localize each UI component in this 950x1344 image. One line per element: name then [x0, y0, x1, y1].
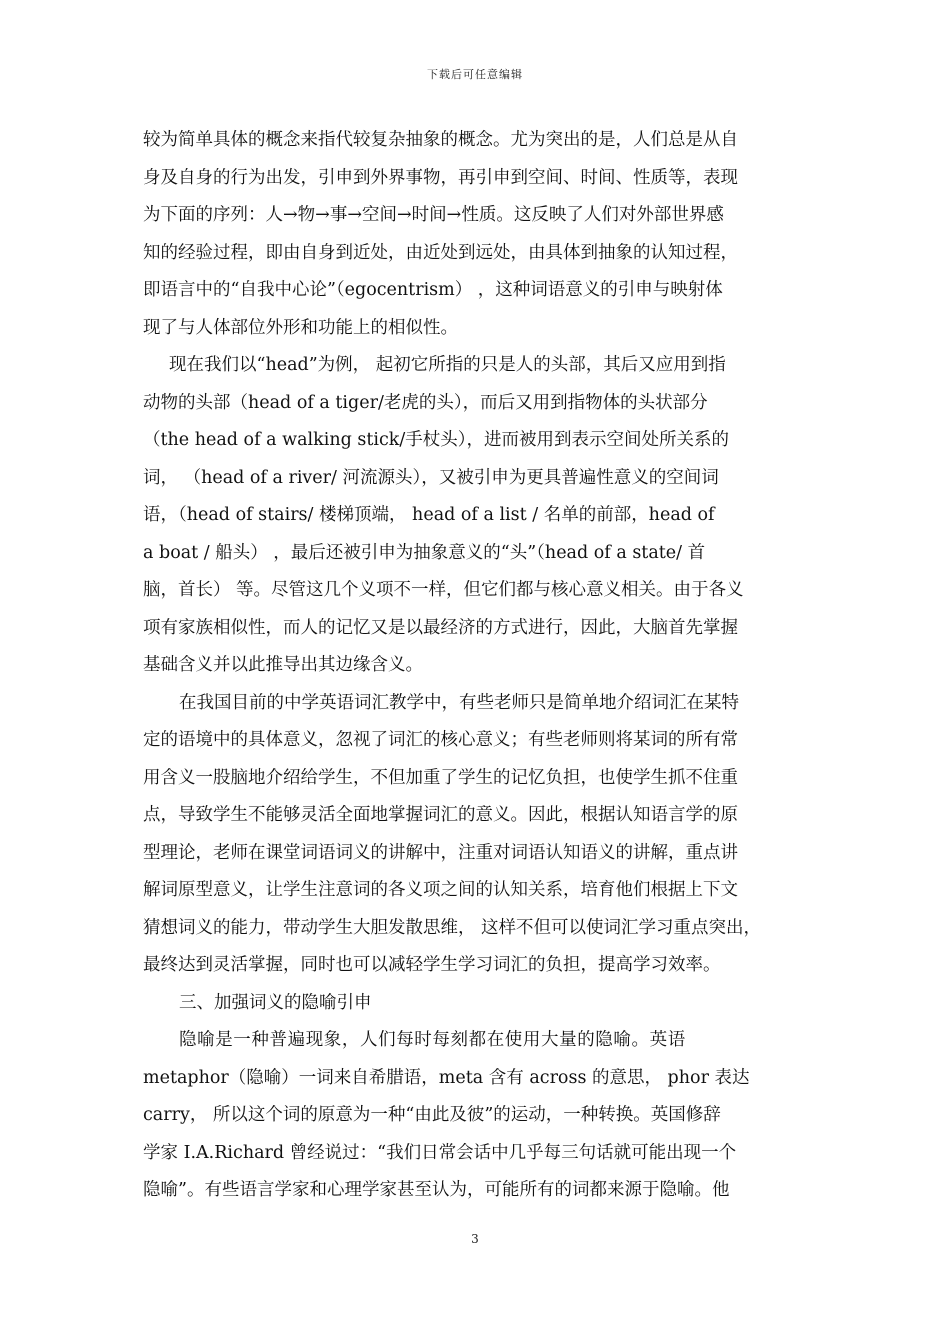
text-line: 项有家族相似性，而人的记忆又是以最经济的方式进行，因此，大脑首先掌握	[143, 617, 738, 638]
text-line: 动物的头部（head of a tiger/老虎的头），而后又用到指物体的头状部分	[143, 392, 708, 413]
text-line: carry， 所以这个词的原意为一种“由此及彼”的运动，一种转换。英国修辞	[143, 1105, 721, 1125]
text-line: metaphor（隐喻）一词来自希腊语，meta 含有 across 的意思， phor 表达	[143, 1067, 750, 1088]
page-header: 下载后可任意编辑	[427, 68, 523, 81]
text-line: 猜想词义的能力，带动学生大胆发散思维， 这样不但可以使词汇学习重点突出，	[143, 917, 762, 938]
paragraph-start-line: 现在我们以“head”为例， 起初它所指的只是人的头部，其后又应用到指	[169, 355, 726, 375]
text-line: 点，导致学生不能够灵活全面地掌握词汇的意义。因此，根据认知语言学的原	[143, 805, 738, 825]
text-line: 词， （head of a river/ 河流源头），又被引申为更具普遍性意义的空间词	[143, 467, 719, 488]
text-line: 解词原型意义，让学生注意词的各义项之间的认知关系，培育他们根据上下文	[143, 880, 738, 900]
text-line: 语，（head of stairs/ 楼梯顶端， head of a list / 名单的前部，head of	[143, 505, 715, 525]
text-line: 定的语境中的具体意义，忽视了词汇的核心意义；有些老师则将某词的所有常	[143, 730, 738, 750]
paragraph-start-line: 隐喻是一种普遍现象，人们每时每刻都在使用大量的隐喻。英语	[179, 1030, 686, 1050]
text-line: 为下面的序列：人→物→事→空间→时间→性质。这反映了人们对外部世界感	[143, 205, 724, 225]
text-line: 身及自身的行为出发，引申到外界事物，再引申到空间、时间、性质等，表现	[143, 167, 738, 188]
page-number: 3	[471, 1232, 479, 1246]
text-line: 学家 I.A.Richard 曾经说过：“我们日常会话中几乎每三句话就可能出现一个	[143, 1142, 737, 1163]
text-line: 隐喻”。有些语言学家和心理学家甚至认为，可能所有的词都来源于隐喻。他	[143, 1180, 730, 1200]
text-line: 型理论，老师在课堂词语词义的讲解中，注重对词语认知语义的讲解，重点讲	[143, 842, 738, 863]
text-line: 基础含义并以此推导出其边缘含义。	[143, 655, 423, 675]
text-line: 知的经验过程，即由自身到近处，由近处到远处，由具体到抽象的认知过程，	[143, 242, 738, 263]
text-line: 较为简单具体的概念来指代较复杂抽象的概念。尤为突出的是，人们总是从自	[143, 130, 738, 150]
text-line: 即语言中的“自我中心论”（egocentrism） ，这种词语意义的引申与映射体	[143, 280, 723, 300]
text-line: 用含义一股脑地介绍给学生，不但加重了学生的记忆负担，也使学生抓不住重	[143, 767, 738, 788]
text-line: （the head of a walking stick/手杖头），进而被用到表示空间处所关系的	[143, 430, 730, 450]
text-line: 最终达到灵活掌握，同时也可以减轻学生学习词汇的负担，提高学习效率。	[143, 955, 721, 975]
paragraph-start-line: 在我国目前的中学英语词汇教学中，有些老师只是简单地介绍词汇在某特	[179, 692, 739, 713]
text-line: 现了与人体部位外形和功能上的相似性。	[143, 317, 458, 338]
text-line: 脑，首长） 等。尽管这几个义项不一样，但它们都与核心意义相关。由于各义	[143, 580, 744, 600]
section-heading: 三、加强词义的隐喻引申	[179, 992, 372, 1013]
text-line: a boat / 船头） ，最后还被引申为抽象意义的“头”（head of a state/ 首	[143, 542, 706, 563]
body-text	[143, 122, 813, 1210]
